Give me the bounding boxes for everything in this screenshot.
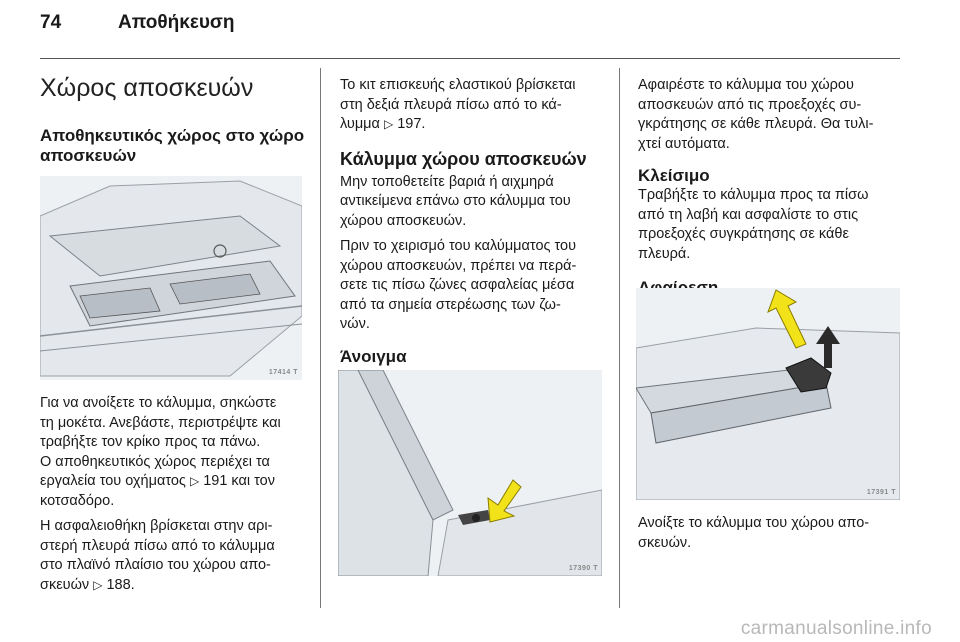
removal-illustration — [636, 288, 900, 500]
figure-id: 17414 T — [268, 369, 298, 376]
text-line: γκράτησης σε κάθε πλευρά. Θα τυλι- — [638, 116, 874, 132]
page-ref-link[interactable]: 197. — [393, 116, 426, 132]
text-line: Τραβήξτε το κάλυμμα προς τα πίσω — [638, 187, 869, 203]
text-line: Ανοίξτε το κάλυμμα του χώρου απο- — [638, 515, 870, 531]
text-line: εργαλεία του οχήματος — [40, 473, 186, 489]
page-ref-link[interactable]: 188. — [102, 576, 135, 593]
text-line: στερή πλευρά πίσω από το κάλυμμα — [40, 537, 275, 554]
column-1-text — [40, 394, 315, 595]
figure-id: 17390 T — [568, 565, 598, 572]
text-line: χώρου αποσκευών. — [340, 212, 467, 229]
underfloor-storage-illustration — [40, 176, 302, 380]
paragraph-open-cover — [40, 394, 315, 511]
text-line: Το κιτ επισκευής ελαστικού βρίσκεται — [340, 77, 576, 93]
column-divider-1 — [320, 68, 321, 608]
section-title: Χώρος αποσκευών — [40, 74, 254, 102]
page-ref-link[interactable]: 191 και τον — [199, 473, 275, 489]
cover-heading: Κάλυμμα χώρου αποσκευών — [340, 148, 587, 169]
text-line: στη δεξιά πλευρά πίσω από το κά- — [340, 96, 562, 113]
storage-heading-line1: Αποθηκευτικός χώρος στο χώρο — [40, 126, 305, 145]
text-line: αντικείμενα επάνω στο κάλυμμα του — [340, 193, 571, 209]
paragraph-tyre-kit — [340, 76, 610, 135]
page-number: 74 — [40, 12, 62, 33]
opening-illustration — [338, 370, 602, 576]
paragraph-fuse-box — [40, 517, 315, 595]
paragraph-remove-cover — [638, 76, 903, 154]
column-3 — [638, 76, 903, 298]
text-line: από τα σημεία στερέωσης των ζω- — [340, 296, 561, 313]
text-line: Αφαιρέστε το κάλυμμα του χώρου — [638, 77, 854, 93]
figure-17414 — [40, 176, 302, 380]
text-line: χώρου αποσκευών, πρέπει να περά- — [340, 257, 577, 274]
page-ref-icon: ▷ — [93, 577, 103, 592]
text-line: Για να ανοίξετε το κάλυμμα, σηκώστε — [40, 395, 277, 411]
text-line: νών. — [340, 316, 370, 332]
paragraph-closing — [638, 186, 903, 264]
text-line: σκευών. — [638, 534, 692, 551]
text-line: Πριν το χειρισμό του καλύμματος του — [340, 238, 577, 254]
text-line: σκευών — [40, 576, 90, 593]
column-1 — [40, 126, 310, 166]
text-line: αποσκευών από τις προεξοχές συ- — [638, 96, 862, 113]
text-line: σετε τις πίσω ζώνες ασφαλείας μέσα — [340, 277, 575, 293]
watermark: carmanualsonline.info — [740, 618, 932, 639]
text-line: τραβήξτε τον κρίκο προς τα πάνω. — [40, 434, 261, 450]
column-divider-2 — [619, 68, 620, 608]
text-line: από τη λαβή και ασφαλίστε το στις — [638, 206, 859, 223]
opening-subheading: Άνοιγμα — [340, 346, 407, 366]
column-3-text — [638, 514, 903, 553]
paragraph-seat-belts — [340, 237, 610, 335]
figure-17390 — [338, 370, 602, 576]
page-ref-icon: ▷ — [383, 117, 394, 131]
figure-id: 17391 T — [866, 489, 896, 496]
text-line: Μην τοποθετείτε βαριά ή αιχμηρά — [340, 173, 554, 190]
figure-17391 — [636, 288, 900, 500]
paragraph-open-to-remove — [638, 514, 903, 553]
chapter-title: Αποθήκευση — [118, 12, 235, 33]
text-line: χτεί αυτόματα. — [638, 135, 730, 152]
text-line: Η ασφαλειοθήκη βρίσκεται στην αρι- — [40, 518, 273, 534]
text-line: τη μοκέτα. Ανεβάστε, περιστρέψτε και — [40, 414, 281, 431]
text-line: πλευρά. — [638, 245, 691, 262]
paragraph-no-heavy-objects — [340, 173, 610, 232]
storage-heading — [40, 126, 310, 166]
page-ref-icon: ▷ — [189, 474, 200, 488]
text-line: προεξοχές συγκράτησης σε κάθε — [638, 226, 849, 242]
storage-heading-line2: αποσκευών — [40, 146, 137, 165]
closing-subheading: Κλείσιμο — [638, 166, 710, 185]
text-line: στο πλαϊνό πλαίσιο του χώρου απο- — [40, 557, 271, 573]
column-2 — [340, 76, 610, 367]
text-line: λυμμα — [340, 116, 380, 132]
text-line: κοτσαδόρο. — [40, 492, 115, 509]
header-rule — [40, 58, 900, 59]
text-line: Ο αποθηκευτικός χώρος περιέχει τα — [40, 453, 270, 470]
